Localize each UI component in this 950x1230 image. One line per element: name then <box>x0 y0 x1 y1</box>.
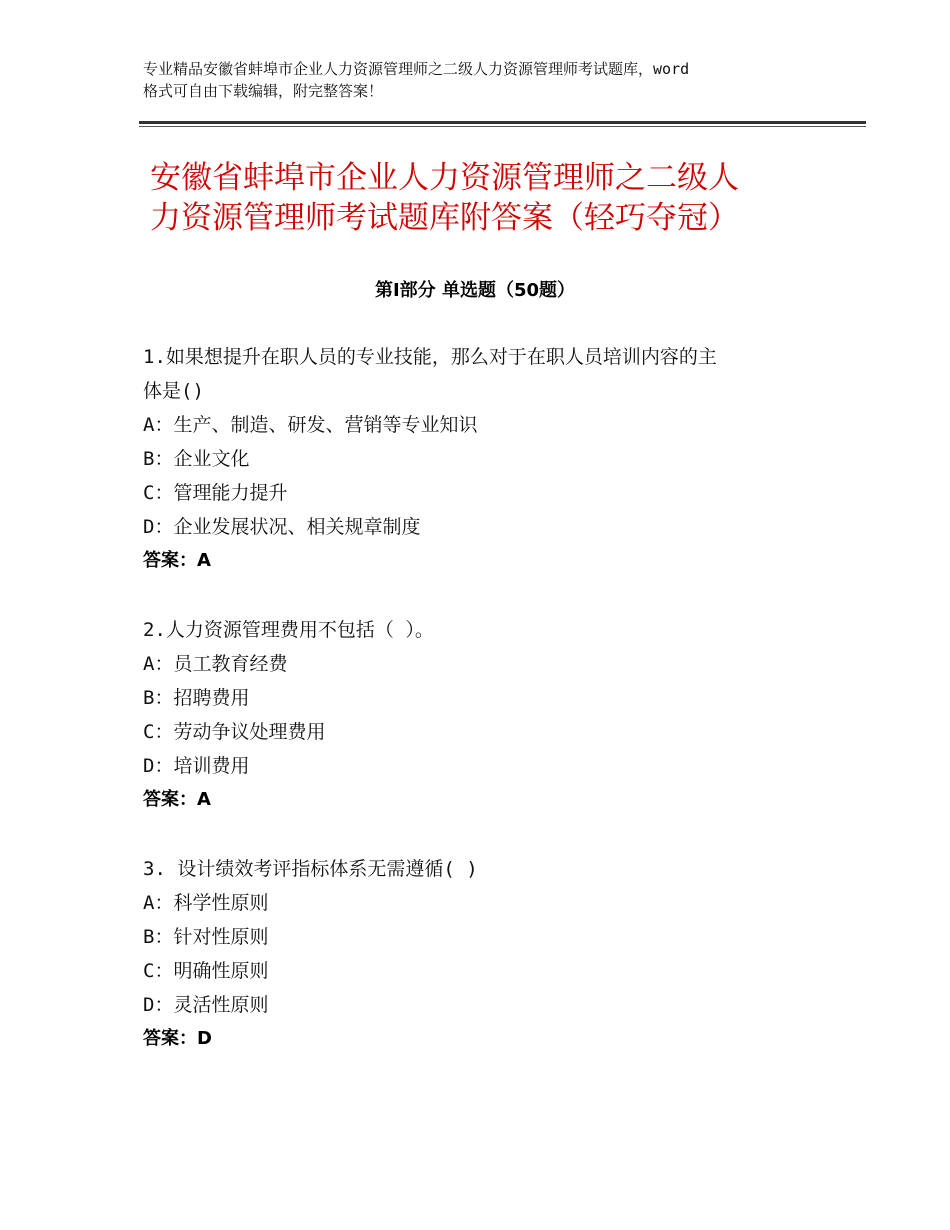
header-divider <box>139 121 866 124</box>
section-heading: 第Ⅰ部分 单选题（50题） <box>374 280 575 301</box>
question-stem: 2.人力资源管理费用不包括（ ）。 <box>143 619 434 641</box>
option-d: D：灵活性原则 <box>143 994 269 1016</box>
option-d: D：企业发展状况、相关规章制度 <box>143 516 421 538</box>
option-a: A：生产、制造、研发、营销等专业知识 <box>143 414 478 436</box>
answer-label: 答案：A <box>143 550 211 571</box>
option-c: C：劳动争议处理费用 <box>143 721 326 743</box>
document-title-line: 安徽省蚌埠市企业人力资源管理师之二级人 <box>150 160 739 196</box>
question-block <box>143 852 823 1056</box>
header-note <box>143 58 843 102</box>
header-note-line: 专业精品安徽省蚌埠市企业人力资源管理师之二级人力资源管理师考试题库，word <box>143 60 690 78</box>
option-c: C：管理能力提升 <box>143 482 288 504</box>
option-b: B：招聘费用 <box>143 687 250 709</box>
header-divider-thin <box>139 126 866 127</box>
header-note-line: 格式可自由下载编辑，附完整答案！ <box>143 82 384 100</box>
question-stem: 1.如果想提升在职人员的专业技能，那么对于在职人员培训内容的主 <box>143 346 717 368</box>
option-c: C：明确性原则 <box>143 960 269 982</box>
question-block <box>143 613 823 817</box>
option-a: A：员工教育经费 <box>143 653 288 675</box>
answer-label: 答案：A <box>143 789 211 810</box>
document-title-line: 力资源管理师考试题库附答案（轻巧夺冠） <box>150 200 739 236</box>
option-d: D：培训费用 <box>143 755 250 777</box>
answer-label: 答案：D <box>143 1028 212 1049</box>
option-a: A：科学性原则 <box>143 892 269 914</box>
option-b: B：企业文化 <box>143 448 250 470</box>
question-block <box>143 340 823 578</box>
option-b: B：针对性原则 <box>143 926 269 948</box>
question-stem: 体是() <box>143 380 204 402</box>
question-stem: 3. 设计绩效考评指标体系无需遵循( ) <box>143 858 478 880</box>
document-title <box>150 158 830 238</box>
